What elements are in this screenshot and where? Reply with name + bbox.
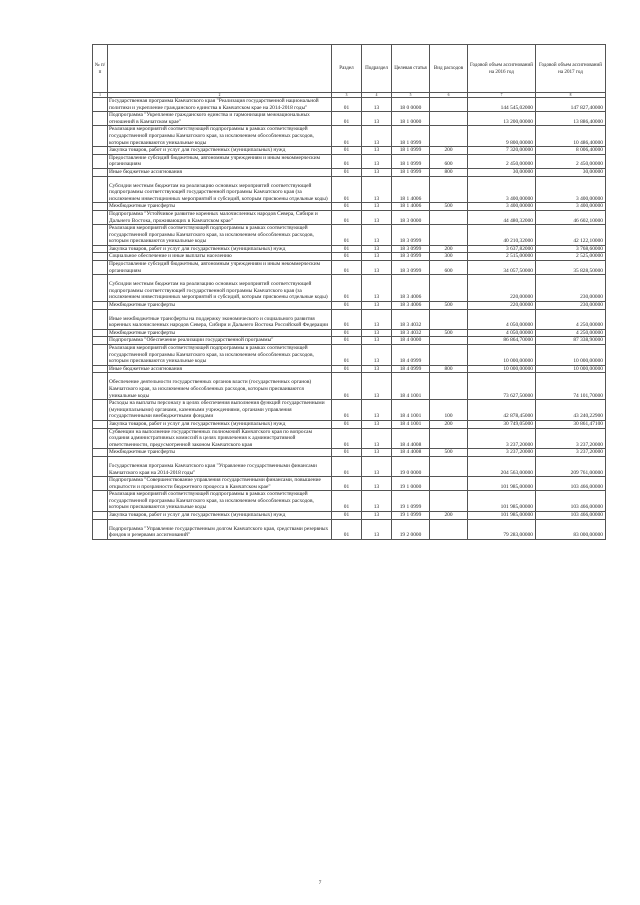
cell-podrazdel: 13 [362,302,392,310]
table-row [93,365,606,373]
table-row [93,456,606,476]
cell-name: Закупка товаров, работ и услуг для государственных (муниципальных) нужд [108,245,332,253]
cell-razdel: 01 [332,126,362,147]
cell-name: Расходы на выплаты персоналу в целях обеспечения выполнения функций государственными (муниципальными) органами, казенными учреждениями, органами управления государственными внебюджетными фондами [108,400,332,421]
cell-expense-type [430,112,468,126]
cell-expense-type [430,210,468,224]
cell-num [93,456,108,476]
table-row [93,203,606,211]
cell-expense-type: 500 [430,449,468,457]
cell-target-article: 18 3 0999 [392,253,430,261]
cell-amount-2017: 103 466,00000 [536,512,606,520]
cell-num [93,176,108,203]
cell-target-article: 18 3 0000 [392,210,430,224]
table-row [93,176,606,203]
cell-amount-2016: 101 985,00000 [468,491,536,512]
cell-podrazdel: 13 [362,225,392,246]
cell-razdel: 01 [332,309,362,329]
cell-target-article: 18 1 0000 [392,112,430,126]
cell-expense-type [430,491,468,512]
cell-target-article: 18 3 4006 [392,275,430,302]
cell-name: Предоставление субсидий бюджетным, автономным учреждениям и иным некоммерческим организациям [108,154,332,168]
cell-name: Государственная программа Камчатского края "Управление государственными финансами Камчатского края на 2014-2018 годы" [108,456,332,476]
cell-target-article: 18 4 0000 [392,337,430,345]
cell-expense-type: 800 [430,168,468,176]
cell-target-article: 18 0 0000 [392,98,430,112]
cell-num [93,275,108,302]
cell-podrazdel: 13 [362,253,392,261]
cell-amount-2017: 42 122,10000 [536,225,606,246]
cell-num [93,126,108,147]
col-header-num: № п/п [93,45,108,93]
cell-razdel: 01 [332,253,362,261]
cell-name: Иные бюджетные ассигнования [108,365,332,373]
table-row [93,373,606,400]
cell-expense-type [430,176,468,203]
table-row [93,302,606,310]
cell-expense-type: 500 [430,302,468,310]
cell-amount-2017: 74 101,70000 [536,373,606,400]
cell-expense-type [430,456,468,476]
cell-num [93,98,108,112]
cell-name: Подпрограмма "Совершенствование управления государственными финансами, повышение открытости и прозрачности бюджетного процесса в Камчатском крае" [108,477,332,491]
cell-expense-type [430,98,468,112]
col-header-expense-type: Вид расходов [430,45,468,93]
cell-num [93,261,108,275]
cell-expense-type: 500 [430,203,468,211]
column-index: 4 [362,93,392,98]
cell-target-article: 18 1 0999 [392,154,430,168]
cell-num [93,512,108,520]
cell-amount-2016: 3 637,82000 [468,245,536,253]
cell-target-article: 19 1 0999 [392,512,430,520]
cell-podrazdel: 13 [362,519,392,539]
cell-expense-type: 300 [430,253,468,261]
cell-razdel: 01 [332,210,362,224]
cell-amount-2016: 2 515,00000 [468,253,536,261]
cell-podrazdel: 13 [362,373,392,400]
table-row [93,168,606,176]
cell-razdel: 01 [332,337,362,345]
col-header-target-article: Целевая статья [392,45,430,93]
cell-name: Социальное обеспечение и иные выплаты населению [108,253,332,261]
cell-expense-type: 200 [430,147,468,155]
cell-expense-type: 600 [430,154,468,168]
table-row [93,519,606,539]
cell-name: Межбюджетные трансферты [108,302,332,310]
cell-amount-2016: 9 800,00000 [468,126,536,147]
cell-amount-2017: 35 828,50000 [536,261,606,275]
cell-amount-2017: 230,00000 [536,302,606,310]
cell-name: Закупка товаров, работ и услуг для государственных (муниципальных) нужд [108,147,332,155]
cell-amount-2016: 30 749,05000 [468,420,536,428]
cell-amount-2016: 2 450,00000 [468,154,536,168]
cell-num [93,400,108,421]
cell-num [93,373,108,400]
table-row [93,261,606,275]
cell-amount-2016: 30,00000 [468,168,536,176]
cell-name: Реализация мероприятий соответствующей подпрограммы в рамках соответствующей государственной программы Камчатского края, за исключением обособленных расходов, которым присваиваются уникальные коды [108,345,332,366]
cell-num [93,337,108,345]
cell-podrazdel: 13 [362,154,392,168]
cell-name: Подпрограмма "Обеспечение реализации государственной программы" [108,337,332,345]
cell-podrazdel: 13 [362,245,392,253]
cell-name: Реализация мероприятий соответствующей подпрограммы в рамках соответствующей государственной программы Камчатского края, за исключением обособленных расходов, которым присваиваются уникальные коды [108,491,332,512]
cell-podrazdel: 13 [362,168,392,176]
cell-name: Государственная программа Камчатского края "Реализация государственной национальной политики и укрепление гражданского единства в Камчатском крае на 2014-2018 годы" [108,98,332,112]
cell-razdel: 01 [332,345,362,366]
header-row [93,45,606,93]
cell-amount-2017: 13 886,40000 [536,112,606,126]
cell-amount-2017: 3 237,20000 [536,449,606,457]
cell-expense-type [430,337,468,345]
cell-amount-2017: 2 525,00000 [536,253,606,261]
column-index: 6 [430,93,468,98]
cell-razdel: 01 [332,275,362,302]
cell-name: Предоставление субсидий бюджетным, автономным учреждениям и иным некоммерческим организациям [108,261,332,275]
cell-amount-2016: 86 864,70000 [468,337,536,345]
cell-amount-2016: 101 985,00000 [468,512,536,520]
cell-amount-2017: 10 486,40000 [536,126,606,147]
cell-podrazdel: 13 [362,112,392,126]
cell-podrazdel: 13 [362,345,392,366]
cell-name: Реализация мероприятий соответствующей подпрограммы в рамках соответствующей государственной программы Камчатского края, за исключением обособленных расходов, которым присваиваются уникальные коды [108,126,332,147]
cell-target-article: 18 3 4006 [392,302,430,310]
cell-num [93,491,108,512]
cell-num [93,345,108,366]
cell-amount-2016: 73 627,50000 [468,373,536,400]
cell-num [93,477,108,491]
cell-expense-type: 600 [430,261,468,275]
table-row [93,420,606,428]
cell-amount-2017: 8 006,40000 [536,147,606,155]
cell-amount-2016: 34 057,50000 [468,261,536,275]
cell-amount-2016: 144 545,02000 [468,98,536,112]
cell-expense-type: 500 [430,329,468,337]
cell-num [93,210,108,224]
table-row [93,337,606,345]
cell-podrazdel: 13 [362,329,392,337]
cell-amount-2017: 3 400,00000 [536,176,606,203]
cell-amount-2016: 4 050,00000 [468,309,536,329]
cell-podrazdel: 13 [362,337,392,345]
column-index: 1 [93,93,108,98]
cell-num [93,245,108,253]
cell-expense-type [430,275,468,302]
cell-expense-type [430,428,468,449]
cell-podrazdel: 13 [362,147,392,155]
cell-razdel: 01 [332,512,362,520]
cell-amount-2016: 4 050,00000 [468,329,536,337]
cell-amount-2016: 3 237,20000 [468,449,536,457]
table-row [93,329,606,337]
table-row [93,154,606,168]
cell-razdel: 01 [332,329,362,337]
cell-expense-type [430,519,468,539]
cell-amount-2016: 13 200,00000 [468,112,536,126]
cell-num [93,309,108,329]
cell-razdel: 01 [332,147,362,155]
cell-podrazdel: 13 [362,98,392,112]
cell-amount-2016: 101 985,00000 [468,477,536,491]
cell-amount-2017: 87 338,90000 [536,337,606,345]
cell-podrazdel: 13 [362,456,392,476]
cell-amount-2017: 4 250,00000 [536,329,606,337]
cell-amount-2016: 204 563,00000 [468,456,536,476]
cell-amount-2017: 10 000,00000 [536,365,606,373]
cell-podrazdel: 13 [362,309,392,329]
cell-target-article: 18 4 4008 [392,449,430,457]
cell-num [93,519,108,539]
table-row [93,253,606,261]
budget-table-container [92,44,605,540]
table-body [93,98,606,540]
cell-name: Закупка товаров, работ и услуг для государственных (муниципальных) нужд [108,420,332,428]
cell-razdel: 01 [332,373,362,400]
cell-name: Иные бюджетные ассигнования [108,168,332,176]
table-row [93,112,606,126]
cell-amount-2017: 30,00000 [536,168,606,176]
cell-expense-type [430,345,468,366]
cell-amount-2017: 147 827,40000 [536,98,606,112]
cell-num [93,154,108,168]
cell-num [93,225,108,246]
cell-amount-2017: 10 000,00000 [536,345,606,366]
cell-name: Субсидии местным бюджетам на реализацию основных мероприятий соответствующей подпрограммы соответствующей государственной программы Камчатского края (за исключением инвестиционных мероприятий и субсидий, которым присвоены отдельные коды) [108,176,332,203]
cell-target-article: 18 4 1001 [392,373,430,400]
cell-target-article: 18 1 0999 [392,168,430,176]
cell-num [93,420,108,428]
cell-num [93,203,108,211]
table-row [93,345,606,366]
cell-amount-2017: 3 400,00000 [536,203,606,211]
cell-target-article: 19 1 0999 [392,491,430,512]
cell-num [93,302,108,310]
table-row [93,400,606,421]
cell-razdel: 01 [332,456,362,476]
cell-podrazdel: 13 [362,275,392,302]
cell-name: Обеспечение деятельности государственных органов власти (государственных органов) Камчатского края, за исключением обособленных расходов, которым присваиваются уникальные коды [108,373,332,400]
cell-num [93,449,108,457]
cell-amount-2017: 103 466,00000 [536,477,606,491]
cell-amount-2017: 2 450,00000 [536,154,606,168]
cell-razdel: 01 [332,154,362,168]
cell-razdel: 01 [332,302,362,310]
cell-amount-2017: 230,00000 [536,275,606,302]
cell-target-article: 18 3 0999 [392,245,430,253]
cell-amount-2017: 3 237,20000 [536,428,606,449]
cell-target-article: 18 1 4006 [392,203,430,211]
table-row [93,225,606,246]
cell-podrazdel: 13 [362,477,392,491]
cell-name: Подпрограмма "Управление государственным долгом Камчатского края, средствами резервных фондов и резервами ассигнований" [108,519,332,539]
cell-name: Межбюджетные трансферты [108,329,332,337]
cell-podrazdel: 13 [362,210,392,224]
cell-razdel: 01 [332,168,362,176]
cell-razdel: 01 [332,491,362,512]
cell-target-article: 18 4 1001 [392,400,430,421]
col-header-2016: Годовой объем ассигнований на 2016 год [468,45,536,93]
cell-amount-2016: 3 237,20000 [468,428,536,449]
cell-amount-2017: 43 240,22900 [536,400,606,421]
cell-target-article: 18 1 0999 [392,147,430,155]
table-row [93,449,606,457]
cell-expense-type: 200 [430,512,468,520]
cell-name: Иные межбюджетные трансферты на поддержку экономического и социального развития коренных малочисленных народов Севера, Сибири и Дальнего Востока Российской Федерации [108,309,332,329]
cell-target-article: 18 4 0999 [392,345,430,366]
cell-amount-2016: 42 878,45000 [468,400,536,421]
cell-razdel: 01 [332,519,362,539]
cell-amount-2017: 4 250,00000 [536,309,606,329]
cell-amount-2016: 40 210,32000 [468,225,536,246]
budget-table [92,44,606,540]
cell-target-article: 18 3 4032 [392,309,430,329]
cell-name: Реализация мероприятий соответствующей подпрограммы в рамках соответствующей государственной программы Камчатского края, за исключением обособленных расходов, которым присваиваются уникальные коды [108,225,332,246]
cell-target-article: 18 4 4008 [392,428,430,449]
cell-expense-type [430,126,468,147]
cell-name: Межбюджетные трансферты [108,449,332,457]
cell-razdel: 01 [332,245,362,253]
col-header-name [108,45,332,93]
table-row [93,428,606,449]
cell-razdel: 01 [332,449,362,457]
cell-num [93,112,108,126]
table-row [93,126,606,147]
cell-target-article: 18 3 4032 [392,329,430,337]
table-row [93,210,606,224]
cell-podrazdel: 13 [362,203,392,211]
cell-expense-type: 200 [430,420,468,428]
cell-amount-2017: 83 000,00000 [536,519,606,539]
cell-razdel: 01 [332,365,362,373]
cell-razdel: 01 [332,400,362,421]
page-number: 7 [318,880,322,886]
table-row [93,512,606,520]
cell-target-article: 18 3 0999 [392,225,430,246]
cell-num [93,329,108,337]
cell-name: Субвенции на выполнение государственных полномочий Камчатского края по вопросам создания административных комиссий в целях привлечения к административной ответственности, предусмотренной законом Камчатского края [108,428,332,449]
cell-amount-2017: 103 466,00000 [536,491,606,512]
cell-expense-type [430,225,468,246]
cell-name: Подпрограмма "Устойчивое развитие коренных малочисленных народов Севера, Сибири и Дальнего Востока, проживающих в Камчатском крае" [108,210,332,224]
cell-num [93,428,108,449]
cell-amount-2016: 79 283,00000 [468,519,536,539]
cell-num [93,147,108,155]
cell-amount-2016: 44 480,32000 [468,210,536,224]
col-header-podrazdel: Подраздел [362,45,392,93]
cell-amount-2017: 3 768,60000 [536,245,606,253]
cell-razdel: 01 [332,176,362,203]
cell-expense-type: 200 [430,245,468,253]
cell-expense-type [430,477,468,491]
cell-podrazdel: 13 [362,491,392,512]
cell-expense-type [430,309,468,329]
cell-amount-2017: 209 761,00000 [536,456,606,476]
column-index: 7 [468,93,536,98]
cell-target-article: 18 1 4006 [392,176,430,203]
table-row [93,477,606,491]
column-index: 2 [108,93,332,98]
table-row [93,147,606,155]
cell-num [93,365,108,373]
table-row [93,245,606,253]
cell-podrazdel: 13 [362,126,392,147]
table-row [93,309,606,329]
cell-podrazdel: 13 [362,512,392,520]
cell-amount-2017: 30 861,47100 [536,420,606,428]
cell-target-article: 19 2 0000 [392,519,430,539]
cell-name: Подпрограмма "Укрепление гражданского единства и гармонизация межнациональных отношений в Камчатском крае" [108,112,332,126]
cell-razdel: 01 [332,225,362,246]
col-header-razdel: Раздел [332,45,362,93]
cell-expense-type [430,373,468,400]
table-row [93,98,606,112]
column-index: 8 [536,93,606,98]
cell-podrazdel: 13 [362,420,392,428]
cell-expense-type: 100 [430,400,468,421]
cell-amount-2016: 220,00000 [468,302,536,310]
cell-amount-2016: 10 000,00000 [468,365,536,373]
cell-podrazdel: 13 [362,449,392,457]
cell-name: Межбюджетные трансферты [108,203,332,211]
cell-name: Закупка товаров, работ и услуг для государственных (муниципальных) нужд [108,512,332,520]
cell-razdel: 01 [332,261,362,275]
cell-amount-2016: 3 400,00000 [468,176,536,203]
cell-razdel: 01 [332,98,362,112]
cell-target-article: 18 1 0999 [392,126,430,147]
cell-razdel: 01 [332,420,362,428]
cell-target-article: 18 4 0999 [392,365,430,373]
cell-name: Субсидии местным бюджетам на реализацию основных мероприятий соответствующей подпрограммы соответствующей государственной программы Камчатского края (за исключением инвестиционных мероприятий и субсидий, которым присвоены отдельные коды) [108,275,332,302]
cell-razdel: 01 [332,477,362,491]
cell-amount-2016: 7 320,00000 [468,147,536,155]
cell-razdel: 01 [332,428,362,449]
column-index: 5 [392,93,430,98]
cell-podrazdel: 13 [362,176,392,203]
table-row [93,275,606,302]
cell-num [93,253,108,261]
cell-target-article: 18 3 0999 [392,261,430,275]
cell-expense-type: 800 [430,365,468,373]
cell-amount-2016: 10 000,00000 [468,345,536,366]
cell-podrazdel: 13 [362,400,392,421]
cell-amount-2017: 46 602,10000 [536,210,606,224]
cell-razdel: 01 [332,203,362,211]
cell-amount-2016: 3 400,00000 [468,203,536,211]
cell-target-article: 18 4 1001 [392,420,430,428]
cell-amount-2016: 220,00000 [468,275,536,302]
cell-podrazdel: 13 [362,365,392,373]
col-header-2017: Годовой объем ассигнований на 2017 год [536,45,606,93]
cell-razdel: 01 [332,112,362,126]
cell-target-article: 19 1 0000 [392,477,430,491]
table-row [93,491,606,512]
cell-podrazdel: 13 [362,428,392,449]
cell-num [93,168,108,176]
column-index: 3 [332,93,362,98]
cell-target-article: 19 0 0000 [392,456,430,476]
cell-podrazdel: 13 [362,261,392,275]
